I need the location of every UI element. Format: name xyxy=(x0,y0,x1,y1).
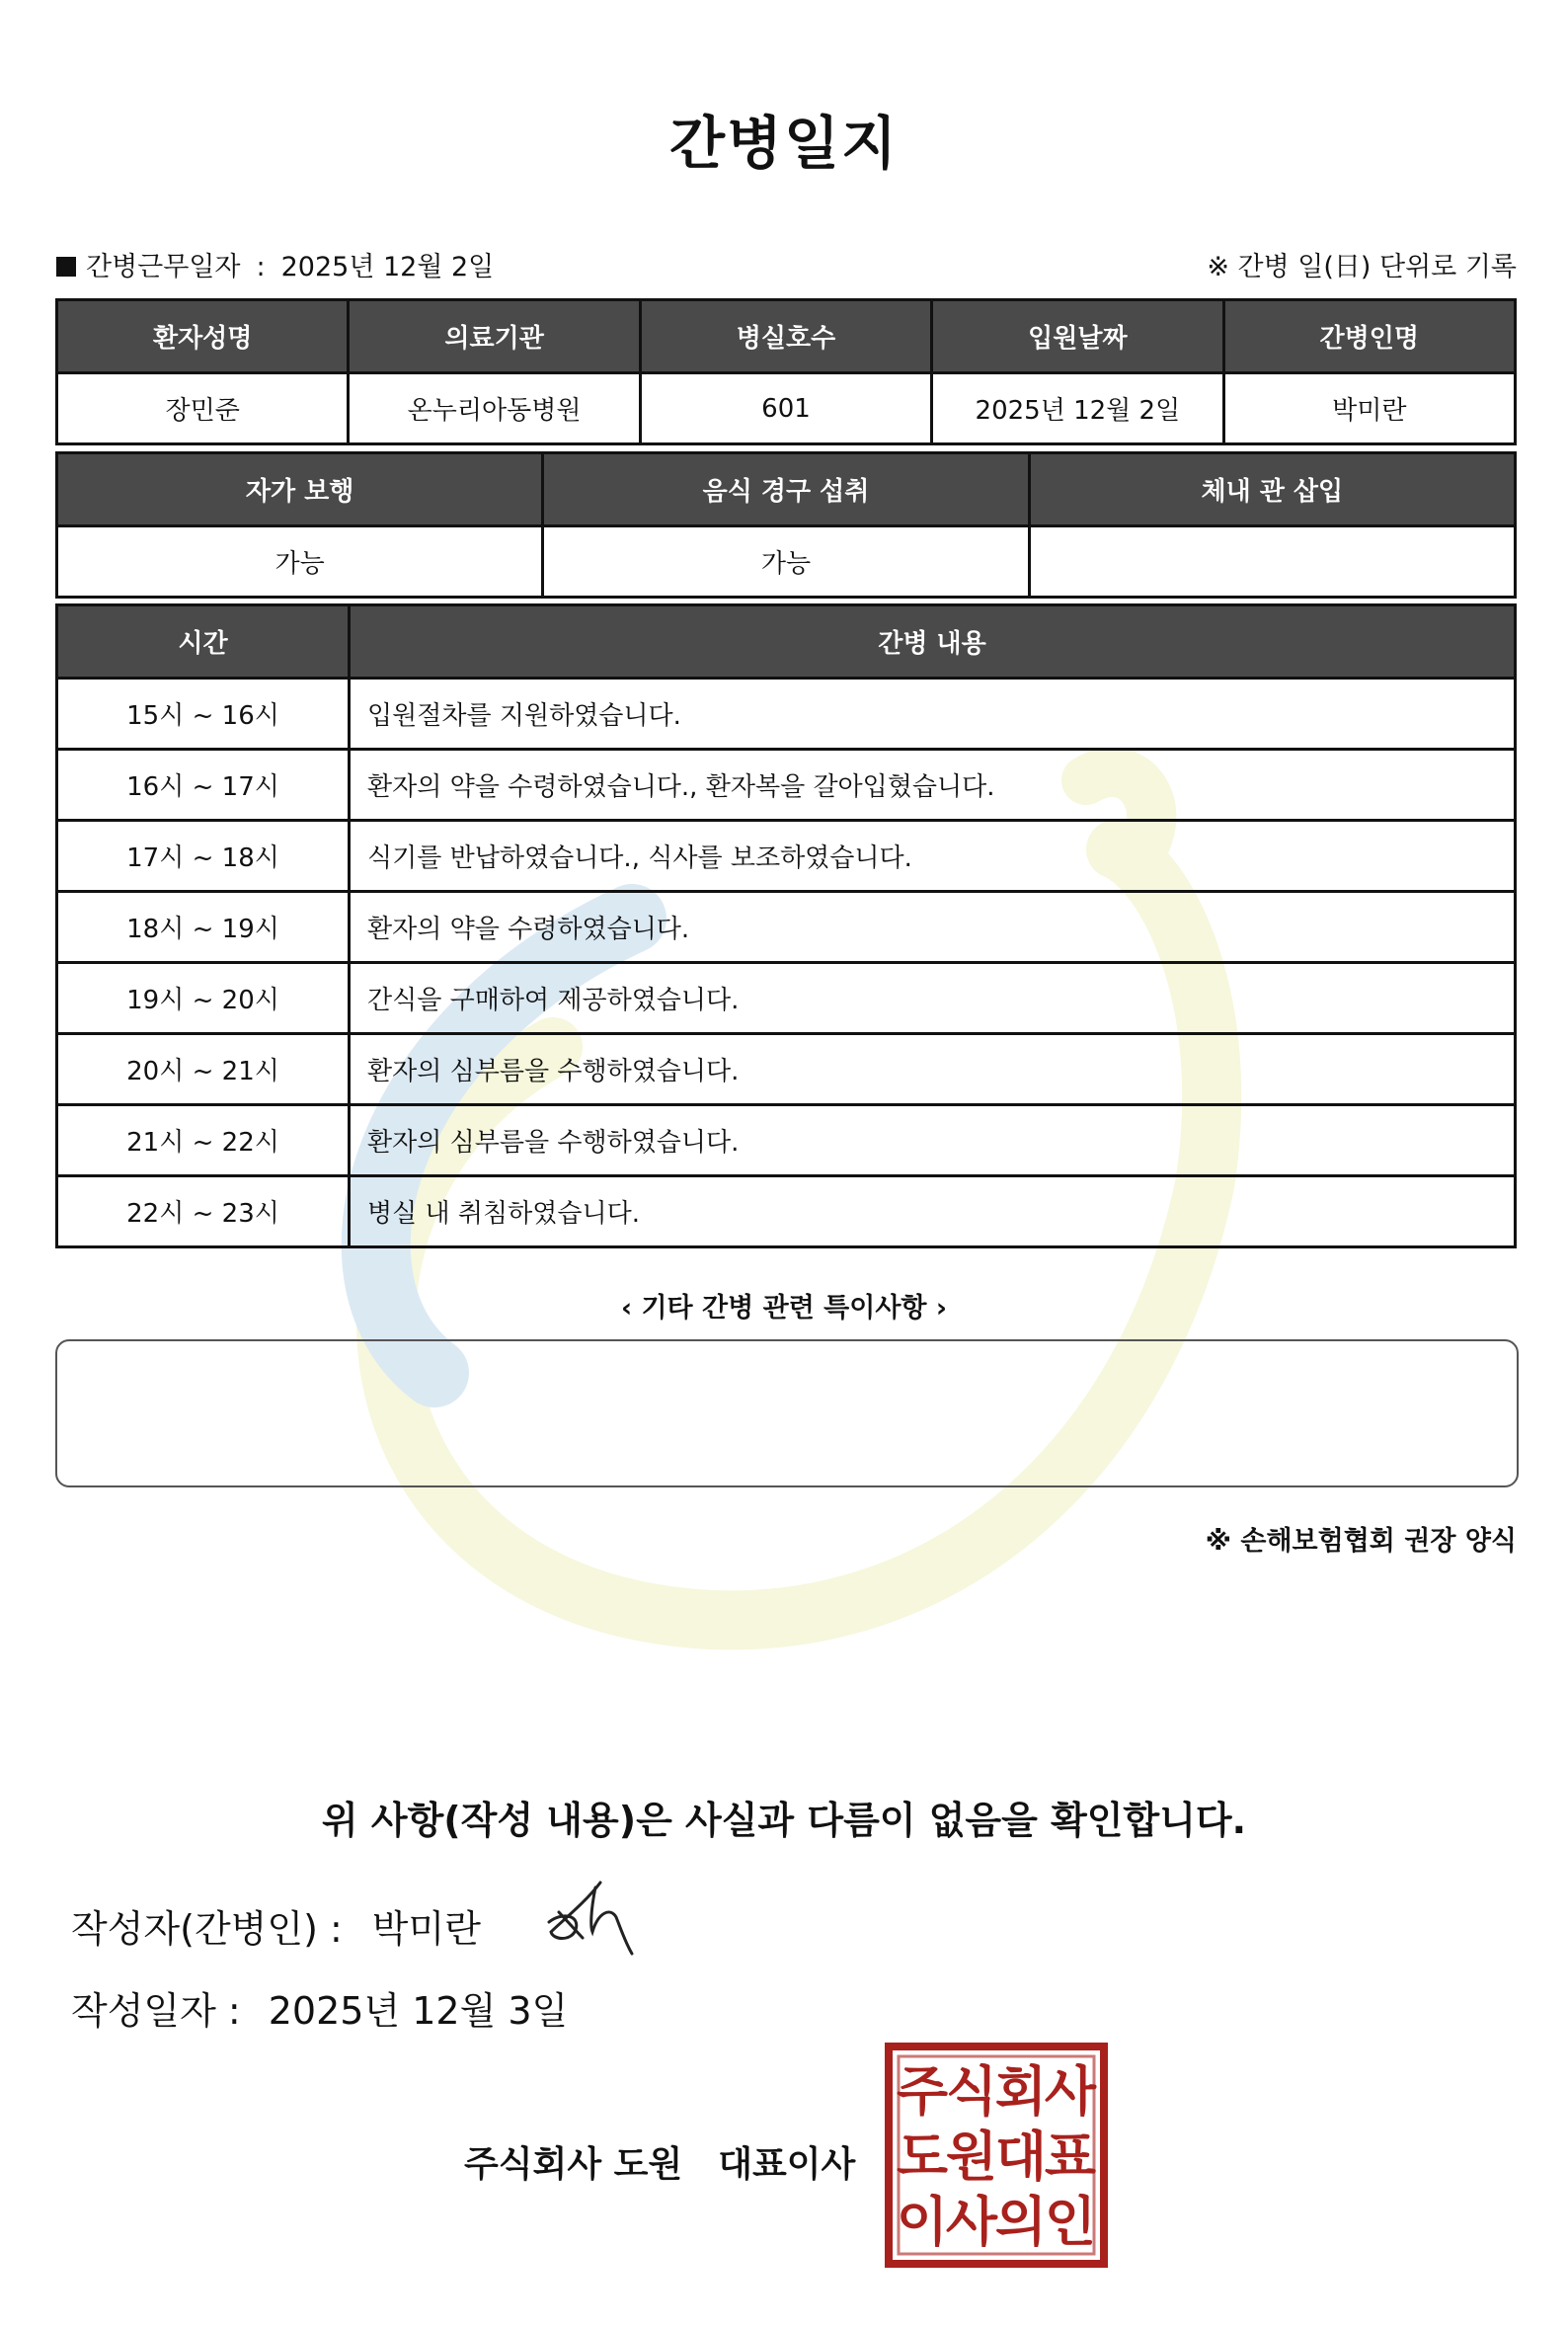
seal-glyph: 원 xyxy=(945,2126,998,2188)
log-content: 환자의 심부름을 수행하였습니다. xyxy=(350,1034,1516,1105)
log-content: 환자의 약을 수령하였습니다. xyxy=(350,892,1516,963)
work-date-line xyxy=(56,245,494,283)
header-tube-insertion: 체내 관 삽입 xyxy=(1029,453,1515,526)
recording-note: ※ 간병 일(日) 단위로 기록 xyxy=(1207,252,1517,282)
room-number: 601 xyxy=(640,373,931,444)
log-content: 식기를 반납하였습니다., 식사를 보조하였습니다. xyxy=(350,821,1516,892)
seal-glyph: 사 xyxy=(1044,2060,1097,2123)
table-row xyxy=(57,1105,1516,1176)
log-time: 22시 ~ 23시 xyxy=(57,1176,350,1247)
log-content: 환자의 약을 수령하였습니다., 환자복을 갈아입혔습니다. xyxy=(350,750,1516,821)
header-oral-intake: 음식 경구 섭취 xyxy=(543,453,1029,526)
header-room-number: 병실호수 xyxy=(640,300,931,373)
square-bullet-icon xyxy=(56,257,76,277)
company-name: 주식회사 도원 xyxy=(464,2144,683,2185)
header-caregiver-name: 간병인명 xyxy=(1223,300,1515,373)
seal-glyph: 인 xyxy=(1044,2191,1097,2253)
seal-glyph: 식 xyxy=(945,2060,998,2123)
header-patient-name: 환자성명 xyxy=(57,300,349,373)
work-date-value: 2025년 12월 2일 xyxy=(280,252,495,282)
written-date-label: 작성일자 : xyxy=(71,1989,241,2033)
log-content: 입원절차를 지원하였습니다. xyxy=(350,679,1516,750)
table-row xyxy=(57,1034,1516,1105)
self-walking-value: 가능 xyxy=(57,526,543,598)
work-date-label: 간병근무일자 xyxy=(86,252,241,282)
company-representative: 대표이사 xyxy=(718,2144,856,2185)
seal-glyph: 사 xyxy=(945,2191,998,2253)
admission-date: 2025년 12월 2일 xyxy=(932,373,1223,444)
table-row xyxy=(57,963,1516,1034)
tube-insertion-value xyxy=(1029,526,1515,598)
table-row xyxy=(57,821,1516,892)
log-content: 병실 내 취침하였습니다. xyxy=(350,1176,1516,1247)
seal-glyph: 대 xyxy=(994,2126,1048,2188)
form-source-note: ※ 손해보험협회 권장 양식 xyxy=(1205,1526,1517,1557)
seal-glyph: 회 xyxy=(994,2060,1048,2123)
seal-glyph: 주 xyxy=(896,2060,949,2123)
table-row xyxy=(57,750,1516,821)
written-date-value: 2025년 12월 3일 xyxy=(268,1989,569,2033)
log-time: 18시 ~ 19시 xyxy=(57,892,350,963)
log-time: 19시 ~ 20시 xyxy=(57,963,350,1034)
table-row xyxy=(57,679,1516,750)
log-content: 환자의 심부름을 수행하였습니다. xyxy=(350,1105,1516,1176)
remarks-box xyxy=(55,1339,1519,1487)
log-time: 16시 ~ 17시 xyxy=(57,750,350,821)
writer-label: 작성자(간병인) : xyxy=(71,1907,343,1951)
handwritten-signature xyxy=(541,1873,650,1962)
patient-name: 장민준 xyxy=(57,373,349,444)
log-time: 17시 ~ 18시 xyxy=(57,821,350,892)
log-time: 20시 ~ 21시 xyxy=(57,1034,350,1105)
seal-glyph: 표 xyxy=(1044,2126,1097,2188)
seal-glyph: 의 xyxy=(994,2191,1048,2253)
table-row xyxy=(57,892,1516,963)
seal-glyph: 이 xyxy=(896,2191,949,2253)
care-log-table xyxy=(55,603,1517,1248)
writer-line xyxy=(71,1898,481,1953)
log-time: 21시 ~ 22시 xyxy=(57,1105,350,1176)
confirmation-statement: 위 사항(작성 내용)은 사실과 다름이 없음을 확인합니다. xyxy=(321,1799,1247,1842)
log-time: 15시 ~ 16시 xyxy=(57,679,350,750)
written-date-line xyxy=(71,1980,568,2035)
seal-glyph: 도 xyxy=(896,2126,949,2188)
separator: : xyxy=(256,252,266,282)
table-row xyxy=(57,1176,1516,1247)
remarks-title: ‹ 기타 간병 관련 특이사항 › xyxy=(620,1293,948,1324)
log-content: 간식을 구매하여 제공하였습니다. xyxy=(350,963,1516,1034)
company-seal-stamp xyxy=(885,2043,1108,2268)
writer-name: 박미란 xyxy=(371,1907,481,1951)
document-title: 간병일지 xyxy=(668,110,900,177)
header-care-content: 간병 내용 xyxy=(350,605,1516,679)
caregiver-name: 박미란 xyxy=(1223,373,1515,444)
hospital-name: 온누리아동병원 xyxy=(349,373,640,444)
header-hospital: 의료기관 xyxy=(349,300,640,373)
patient-info-table xyxy=(55,298,1517,445)
oral-intake-value: 가능 xyxy=(543,526,1029,598)
company-line xyxy=(464,2136,855,2187)
header-time: 시간 xyxy=(57,605,350,679)
header-admission-date: 입원날짜 xyxy=(932,300,1223,373)
header-self-walking: 자가 보행 xyxy=(57,453,543,526)
patient-status-table xyxy=(55,451,1517,599)
